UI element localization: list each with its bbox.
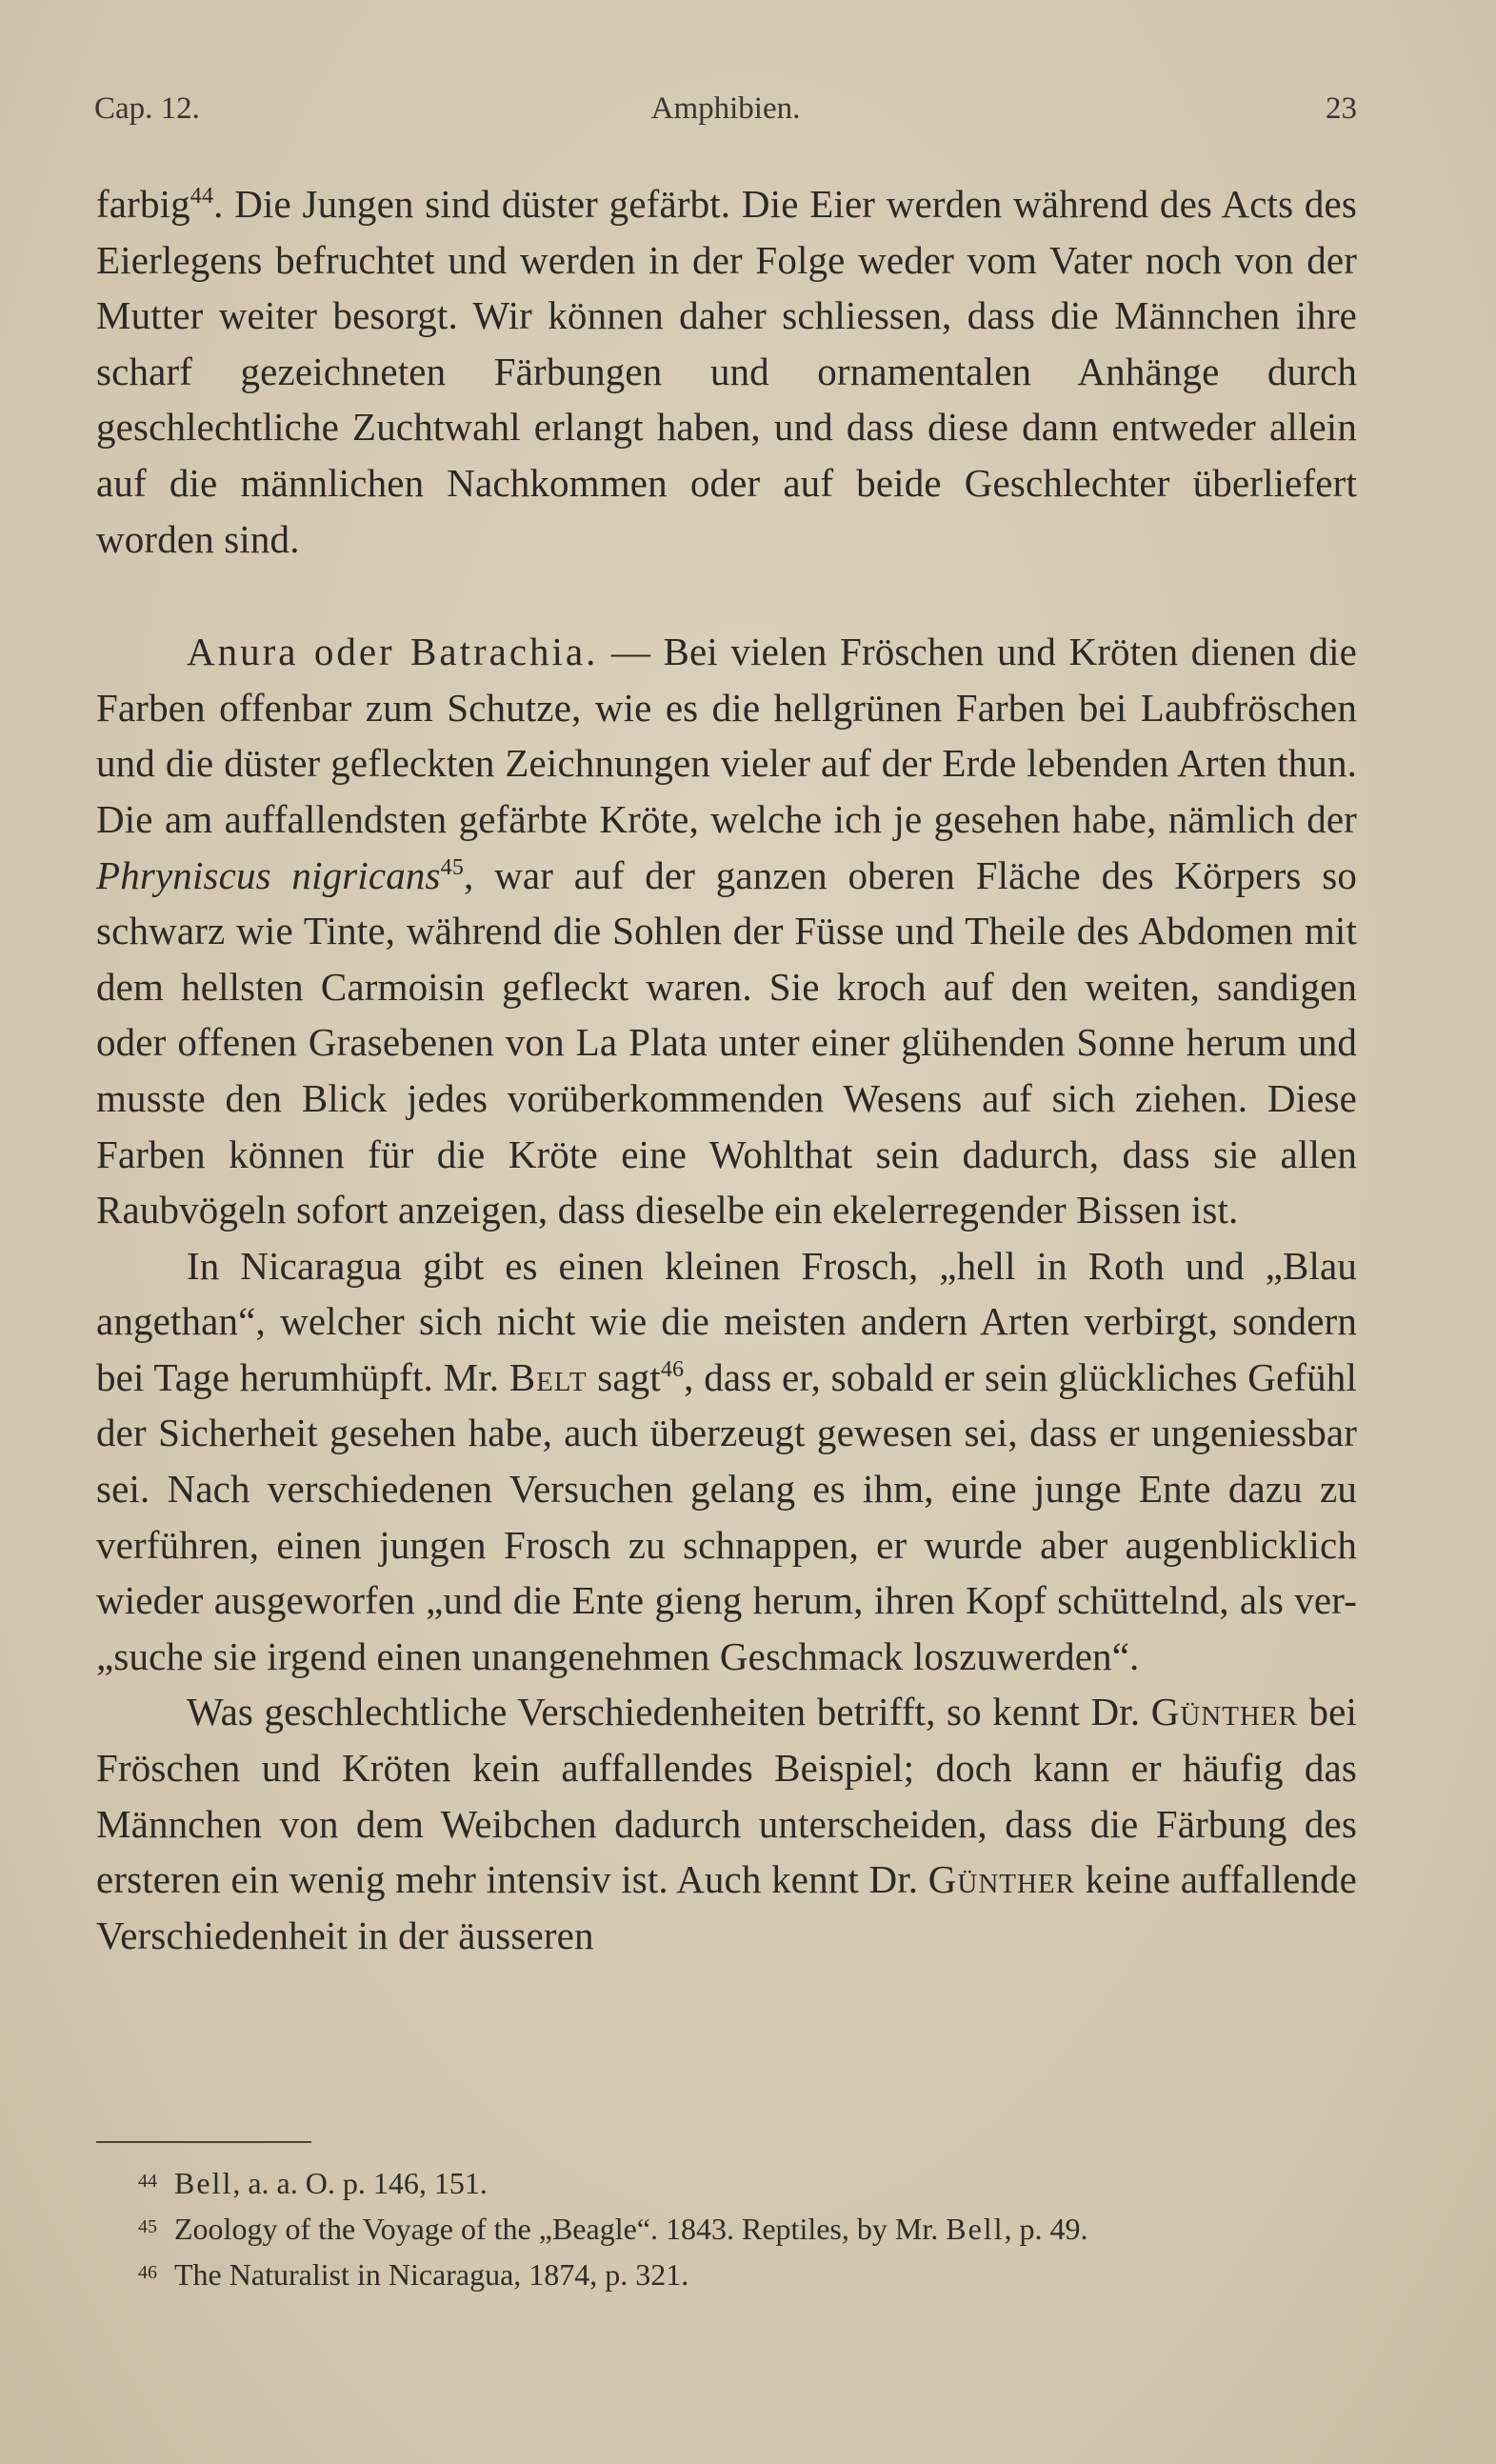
text-run: . Die Jungen sind düster gefärbt. Die Eier werden während des Acts des Eierlegens befruchtet und werden in der Folge weder vom Vater noch von der Mutter weiter besorgt. Wir können daher schliessen, dass die Männchen ihre scharf gezeichneten Färbungen und ornamentalen Anhänge durch geschlechtliche Zuchtwahl erlangt haben, und dass diese dann entweder allein auf die männlichen Nachkommen oder auf beide Geschlechter überliefert worden sind. — [96, 182, 1357, 561]
footnote — [138, 2206, 1365, 2252]
page-number: 23 — [1326, 91, 1357, 126]
text-run: sagt — [587, 1354, 661, 1399]
author-name: Günther — [1150, 1690, 1298, 1734]
text-run: bei Fröschen und Kröten kein auffallendes Beispiel; doch kann er häufig das Männchen von dem Weibchen dadurch unterscheiden, dass die Färbung des ersteren ein wenig mehr intensiv ist. Auch kennt Dr. — [96, 1690, 1357, 1902]
footnote-ref[interactable]: 45 — [440, 854, 464, 880]
section-heading: Anura oder Batrachia. — [187, 630, 599, 674]
paragraph — [96, 624, 1357, 1238]
footnote-text: The Naturalist in Nicaragua, 1874, p. 321. — [174, 2257, 689, 2292]
footnotes — [138, 2160, 1365, 2297]
footnote-number: 44 — [138, 2171, 157, 2192]
footnote-text: , p. 49. — [1004, 2212, 1088, 2246]
footnote-number: 46 — [138, 2262, 157, 2283]
paragraph — [96, 1238, 1357, 1685]
footnote-number: 45 — [138, 2216, 157, 2237]
text-run: keine auffallende Verschiedenheit in der äusseren — [96, 1857, 1357, 1957]
paragraph — [96, 176, 1357, 567]
author-name: Günther — [928, 1857, 1075, 1902]
text-run: , dass er, sobald er sein glückliches Gefühl der Sicherheit gesehen habe, auch überzeugt gewesen sei, dass er ungeniessbar sei. Nach verschiedenen Versuchen gelang es ihm, eine junge Ente dazu zu verführen, einen jungen Frosch zu schnappen, er wurde aber augenblicklich wieder ausgeworfen „und die Ente gieng herum, ihren Kopf schüttelnd, als ver- „suche sie irgend einen unangenehmen Geschmack loszuwerden“. — [96, 1354, 1357, 1678]
text-run: In Nicaragua gibt es einen kleinen Frosch, „hell in Roth und „Blau angethan“, welcher sich nicht wie die meisten andern Arten verbirgt, sondern bei Tage herumhüpft. Mr. — [96, 1243, 1357, 1399]
footnote-author: Bell — [946, 2212, 1005, 2246]
footnote-ref[interactable]: 46 — [660, 1356, 685, 1382]
author-name: Belt — [509, 1354, 588, 1399]
footnote-text: Zoology of the Voyage of the „Beagle“. 1843. Reptiles, by Mr. — [174, 2212, 947, 2246]
footnote-author: Bell — [174, 2166, 233, 2200]
text-run: , war auf der ganzen oberen Fläche des Körpers so schwarz wie Tinte, während die Sohlen der Füsse und Theile des Abdomen mit dem hellsten Carmoisin gefleckt waren. Sie kroch auf den weiten, sandigen oder offenen Grasebenen von La Plata unter einer glühenden Sonne herum und musste den Blick jedes vorüberkommenden Wesens auf sich ziehen. Diese Farben können für die Kröte eine Wohlthat sein dadurch, dass sie allen Raubvögeln sofort anzeigen, dass dieselbe ein ekelerregender Bissen ist. — [96, 852, 1357, 1232]
text-run: — Bei vielen Fröschen und Kröten dienen die Farben offenbar zum Schutze, wie es die hellgrünen Farben bei Laubfröschen und die düster gefleckten Zeichnungen vieler auf der Erde lebenden Arten thun. Die am auffallendsten gefärbte Kröte, welche ich je gesehen habe, nämlich der — [96, 630, 1357, 841]
footnote-text: , a. a. O. p. 146, 151. — [232, 2166, 488, 2200]
section-title: Amphibien. — [650, 91, 801, 126]
footnote-ref[interactable]: 44 — [189, 184, 214, 209]
text-run: Was geschlechtliche Verschiedenheiten betrifft, so kennt Dr. — [187, 1690, 1151, 1734]
footnote-divider — [96, 2141, 311, 2143]
paragraph — [96, 1684, 1357, 1963]
chapter-label: Cap. 12. — [94, 91, 200, 126]
species-name: Phryniscus nigricans — [96, 852, 441, 897]
running-head — [94, 91, 1357, 139]
main-text — [96, 176, 1357, 1963]
footnote — [138, 2252, 1365, 2297]
text-run: farbig — [96, 182, 190, 226]
footnote — [138, 2160, 1365, 2206]
